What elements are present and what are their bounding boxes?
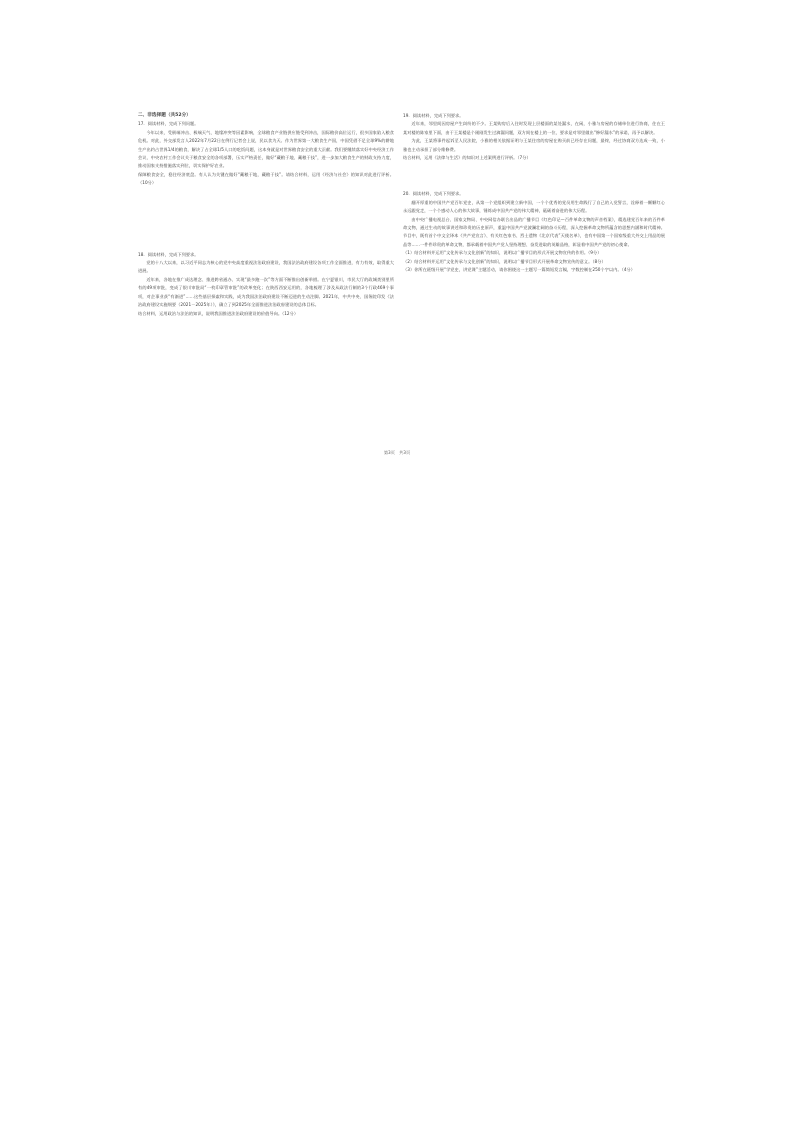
question-20-material-2: 由中央广播电视总台、国家文物局、中央网信办联合出品的广播节目《红色印记—百件革命文物的声音档案》，精选建党百年来的百件革命文物，通过生动的故事讲述和珍贵的历史原声，重温中国共产党波澜壮阔的奋斗历程，深入挖掘革命文物所蕴含的思想内涵和时代精神。节目中，既有首个中文全译本《共产党宣言》、有关红色家书、烈士遗物《北京代表”天使名单》，也有中国第一个国家级重大外交上用品的展品等……一件件珍贵的革命文物，都承载着中国共产党人坚持理想、奋发进取的英雄品格，彰显着中国共产党的初心使命。 (403, 216, 665, 247)
section-title: 二、非选择题（共52分） (138, 113, 191, 118)
question-17-material: 今年以来，受极端冲击、极端天气、地缘冲突等因素影响，全球粮食产业链供应链受到冲击，国际粮价高位运行，很多国家陷入粮食危机。对此，外交部发言人2022年7月22日在例行记者会上说，民以食为天。作为世界第一大粮食生产国，中国凭借不足全球9%的耕地生产出约占世界1/4的粮食，解决了占全球1/5人口的吃饭问题，这本身就是对世界粮食安全的重大贡献。我们要继续落实好中央经济工作会议、中央农村工作会议关于粮食安全的各项部署，压实严格责任，做好“藏粮于地、藏粮于技”，进一步加大粮食生产的财政支持力度，推动国家支持措施落实到位，切实保护好农业。 (138, 129, 394, 169)
question-17-prompt: 保障粮食安全，稳住经济底盘。有人认为关键在做好“藏粮于地，藏粮于技”。请结合材料，运用《经济与社会》的知识对此进行评析。（10分） (138, 171, 394, 186)
question-18-prompt: 结合材料，运用政治与法治的知识，说明我国推进法治政府建设的价值导向。（12分） (138, 310, 299, 316)
question-19-material-1: 近年来，邻里间因房屋产生纠纷的不少。王某购房后入住时发现上层楼面的某处漏水，在闲，小雅与房屋的存储单位进行协商，住在王某对楼的陈家里下面，由于王某楼是个刚刚发生过滴漏问题，双方间在楼上的一位，要求是对邻里做出“修好漏水”的承诺，再予以解决。 (403, 121, 665, 135)
question-20-head: 20．阅读材料，完成下列要求。 (403, 191, 464, 197)
question-19-head: 19．阅读材料，完成下列要求。 (403, 113, 464, 118)
question-17-head: 17．阅读材料，完成下列问题。 (138, 121, 199, 127)
question-20-material-1: 翻开厚重的中国共产党百年党史，从第一个党组织到建立新中国，一个个优秀的党员用生命践行了自己的入党誓言，诠释着一颗颗红心永远跟党走，一个个感动人心的伟大故事，锤炼成中国共产党的伟大精神，砥砺着奋进的伟大历程。 (403, 199, 665, 214)
question-18-head: 18．阅读材料，完成下列要求。 (138, 251, 199, 257)
question-18-material-1: 党的十八大以来，以习近平同志为核心的党中央高度重视法治政府建设，我国法治政府建设各项工作全面推进，有力有效，取得重大进展。 (138, 260, 394, 274)
question-19-material-2: 为此，王某将事件起诉至人民法院，小雅的相关依据证明与王某住房的房屋在购买前已经存在问题，最终，经过协商双方达成一致，小雅也主动承担了部分维修费。 (403, 138, 665, 152)
page-number: 第3页 共3页 (383, 450, 411, 455)
question-19-prompt: 结合材料，运用《法律与生活》的知识对上述案例进行评析。（7分） (403, 155, 531, 161)
answer-space (403, 162, 665, 190)
right-column (403, 112, 665, 275)
left-column (138, 112, 394, 318)
question-20-subq-2: （2）结合材料并运用“文化传承与文化创新”的知识，说明以广播节目形式开展革命文物宣传的意义。（8分） (403, 258, 606, 264)
question-18-material-2: 近年来，各地在推广成达理念、推进跨省通办、实现“最多跑一次”等方面不断推出创新举措。在宁夏银川，市民大厅的政城类别里所有的49项审批，变成了银川审批局“一枚印章管审批”的改革变化；在陕西西安运用的，各地梳理了涉及从政法行制的3个行政469个事项，对企事业获“有渐进”……这些基层探索和实践，成为我国法治政府建设不断迈进的生动注脚。2021年，中共中央、国务院印发《法治政府建设实施纲要（2021－2025年）》，确立了到2025年全面推进法治政府建设的总体目标。 (138, 276, 394, 308)
question-20-subq-3: （3）你所在班级开展“学党史，讲党课”主题活动，请你围绕这一主题写一篇简短发言稿，字数控制在250个字以内。（4分） (403, 267, 636, 273)
answer-space (138, 188, 394, 251)
question-20-subq-1: （1）结合材料并运用“文化传承与文化创新”的知识，说明以广播节目的形式开展文物宣传的作用。（9分） (403, 250, 602, 256)
